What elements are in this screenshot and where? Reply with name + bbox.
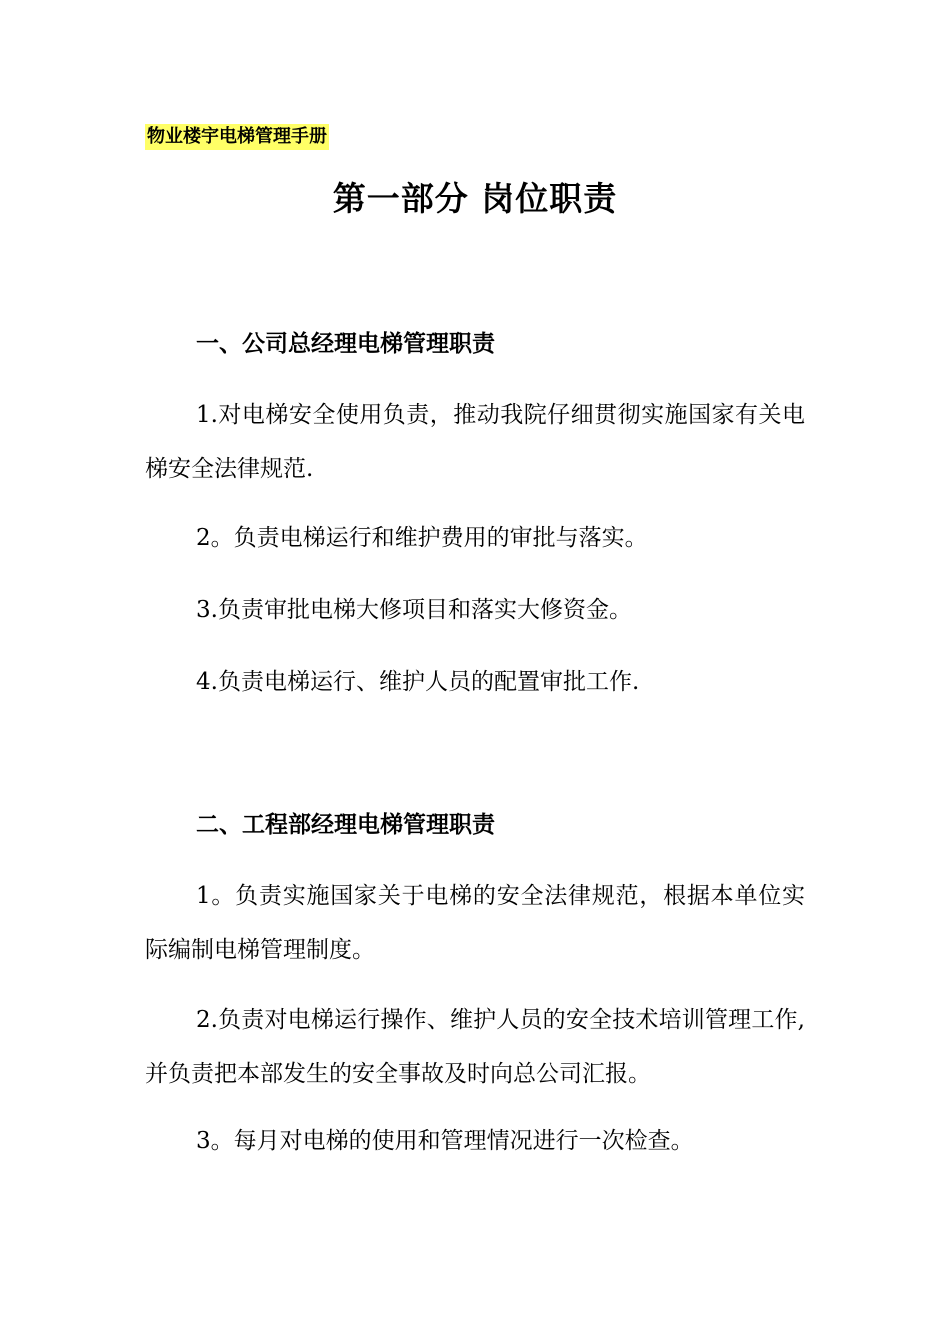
section-2-item-1: 1。负责实施国家关于电梯的安全法律规范，根据本单位实际编制电梯管理制度。 (145, 883, 805, 963)
document-label: 物业楼宇电梯管理手册 (145, 124, 329, 150)
section-1-item-2: 2。负责电梯运行和维护费用的审批与落实。 (196, 525, 648, 551)
part-title: 第一部分 岗位职责 (332, 179, 618, 218)
section-2-item-3: 3。每月对电梯的使用和管理情况进行一次检查。 (196, 1128, 694, 1154)
section-1-item-3: 3.负责审批电梯大修项目和落实大修资金。 (196, 597, 632, 623)
section-2-item-2: 2.负责对电梯运行操作、维护人员的安全技术培训管理工作,并负责把本部发生的安全事故及时向总公司汇报。 (145, 1007, 805, 1087)
section-1-item-1: 1.对电梯安全使用负责，推动我院仔细贯彻实施国家有关电梯安全法律规范. (145, 402, 805, 482)
section-heading-2: 二、工程部经理电梯管理职责 (196, 812, 495, 838)
section-1-item-4: 4.负责电梯运行、维护人员的配置审批工作. (196, 669, 640, 695)
section-heading-1: 一、公司总经理电梯管理职责 (196, 331, 495, 357)
